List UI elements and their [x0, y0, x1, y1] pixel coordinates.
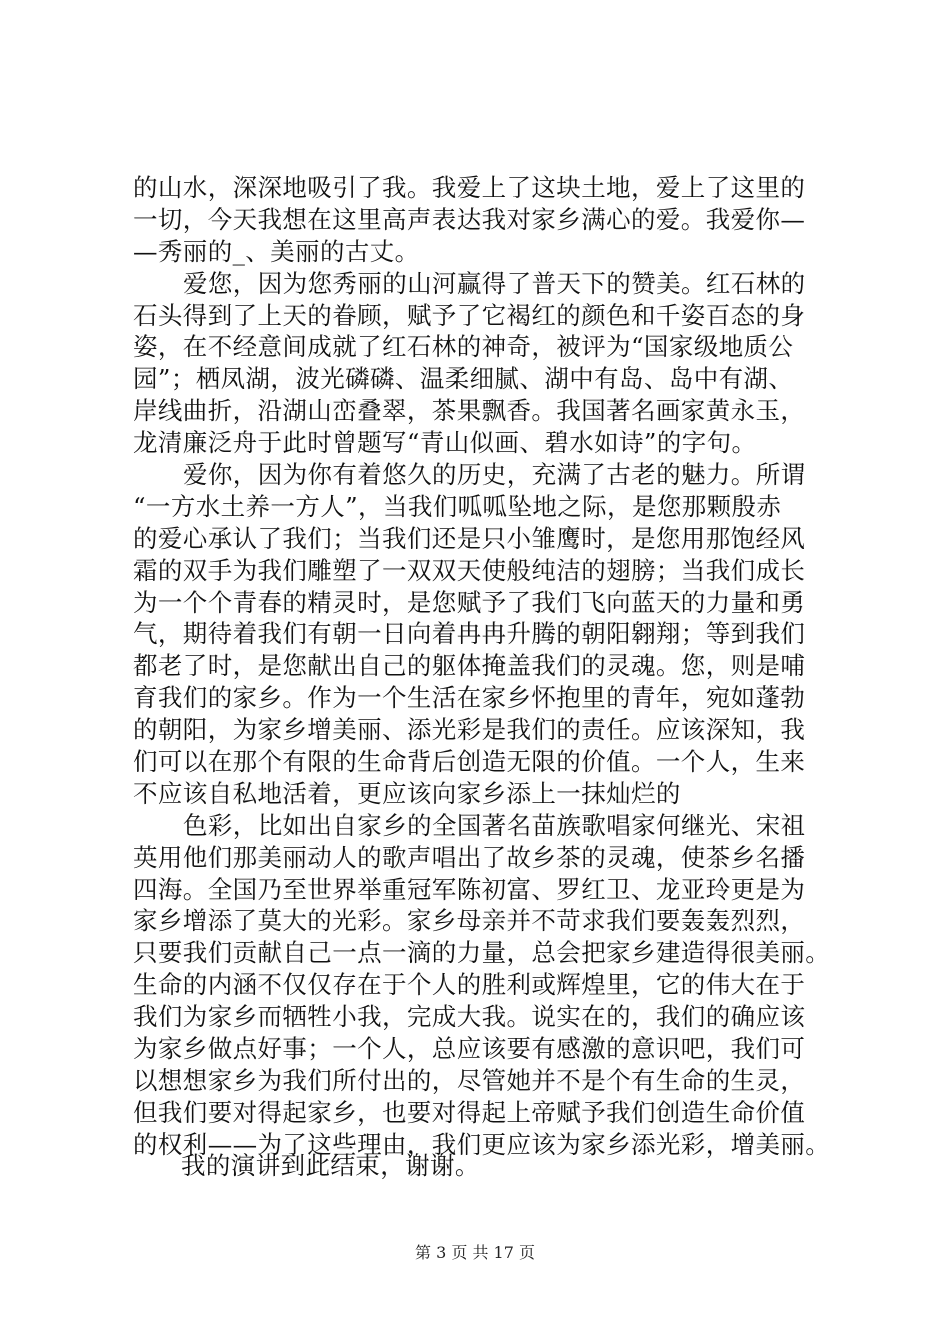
- text-line: 园”；栖凤湖，波光磷磷、温柔细腻、湖中有岛、岛中有湖、: [133, 364, 794, 394]
- page-footer: 第 3 页 共 17 页: [415, 1243, 535, 1262]
- text-line: 的朝阳，为家乡增美丽、添光彩是我们的责任。应该深知，我: [133, 715, 806, 745]
- text-line: 以想想家乡为我们所付出的，尽管她并不是个有生命的生灵，: [133, 1065, 806, 1095]
- text-line: 我们为家乡而牺牲小我，完成大我。说实在的，我们的确应该: [133, 1002, 806, 1032]
- paragraph: [133, 459, 833, 810]
- document-body: [133, 172, 833, 1161]
- text-line: 姿，在不经意间成就了红石林的神奇，被评为“国家级地质公: [133, 332, 794, 362]
- text-line: 的权利——为了这些理由，我们更应该为家乡添光彩，增美丽。: [133, 1129, 831, 1159]
- text-line: 岸线曲折，沿湖山峦叠翠，茶果飘香。我国著名画家黄永玉，: [133, 396, 806, 426]
- text-line: 只要我们贡献自己一点一滴的力量，总会把家乡建造得很美丽。: [133, 938, 831, 968]
- paragraph: [133, 268, 833, 459]
- text-line: 生命的内涵不仅仅存在于个人的胜利或辉煌里，它的伟大在于: [133, 970, 806, 1000]
- text-line: 英用他们那美丽动人的歌声唱出了故乡茶的灵魂，使茶乡名播: [133, 842, 806, 872]
- text-line: 龙清廉泛舟于此时曾题写“青山似画、碧水如诗”的字句。: [133, 428, 757, 458]
- closing-line: 我的演讲到此结束，谢谢。: [181, 1151, 480, 1180]
- text-line: 四海。全国乃至世界举重冠军陈初富、罗红卫、龙亚玲更是为: [133, 874, 806, 904]
- text-line: 为一个个青春的精灵时，是您赋予了我们飞向蓝天的力量和勇: [133, 587, 806, 617]
- text-line: 们可以在那个有限的生命背后创造无限的价值。一个人，生来: [133, 747, 806, 777]
- text-line: 为家乡做点好事；一个人，总应该要有感激的意识吧，我们可: [133, 1034, 806, 1064]
- text-line: 的爱心承认了我们；当我们还是只小雏鹰时，是您用那饱经风: [133, 523, 806, 553]
- text-line: 但我们要对得起家乡，也要对得起上帝赋予我们创造生命价值: [133, 1097, 806, 1127]
- text-line: 气，期待着我们有朝一日向着冉冉升腾的朝阳翱翔；等到我们: [133, 619, 806, 649]
- text-line: 育我们的家乡。作为一个生活在家乡怀抱里的青年，宛如蓬勃: [133, 683, 806, 713]
- text-line: 不应该自私地活着，更应该向家乡添上一抹灿烂的: [133, 778, 681, 808]
- text-line: 一切，今天我想在这里高声表达我对家乡满心的爱。我爱你—: [133, 204, 806, 234]
- text-line: 色彩，比如出自家乡的全国著名苗族歌唱家何继光、宋祖: [183, 810, 806, 840]
- paragraph: [133, 810, 833, 1161]
- text-line: 霜的双手为我们雕塑了一双双天使般纯洁的翅膀；当我们成长: [133, 555, 806, 585]
- text-line: 的山水，深深地吸引了我。我爱上了这块土地，爱上了这里的: [133, 173, 806, 202]
- paragraph: [133, 172, 833, 268]
- text-line: 爱您，因为您秀丽的山河赢得了普天下的赞美。红石林的: [183, 268, 806, 298]
- text-line: 爱你，因为你有着悠久的历史，充满了古老的魅力。所谓: [183, 460, 806, 490]
- text-line: 都老了时，是您献出自己的躯体掩盖我们的灵魂。您，则是哺: [133, 651, 806, 681]
- text-line: —秀丽的_、美丽的古丈。: [133, 236, 420, 266]
- text-line: 石头得到了上天的眷顾，赋予了它褐红的颜色和千姿百态的身: [133, 300, 806, 330]
- text-line: 家乡增添了莫大的光彩。家乡母亲并不苛求我们要轰轰烈烈，: [133, 906, 806, 936]
- text-line: “一方水土养一方人”，当我们呱呱坠地之际，是您那颗殷赤: [133, 491, 782, 521]
